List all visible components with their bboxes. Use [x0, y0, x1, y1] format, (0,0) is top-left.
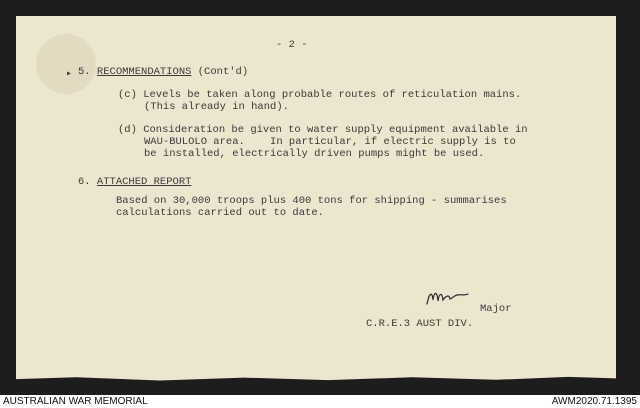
page-number: - 2 -	[276, 39, 308, 51]
section-6-title: ATTACHED REPORT	[96, 176, 192, 188]
section-6-line-1: Based on 30,000 troops plus 400 tons for shipping - summarises	[116, 195, 507, 207]
section-5-number: 5.	[78, 66, 91, 78]
item-c-line-1: (c) Levels be taken along probable routes of reticulation mains.	[118, 89, 522, 101]
item-d-line-2: WAU-BULOLO area. In particular, if electric supply is to	[144, 136, 516, 148]
archive-footer	[0, 395, 640, 408]
item-d-line-1: (d) Consideration be given to water supply equipment available in	[118, 124, 528, 136]
handwritten-signature	[424, 286, 474, 308]
rank-label: Major	[480, 303, 512, 315]
item-d-line-3: be installed, electrically driven pumps might be used.	[144, 148, 485, 160]
section-5-heading	[78, 66, 248, 78]
section-6-number: 6.	[78, 176, 91, 188]
archive-reference: AWM2020.71.1395	[551, 396, 637, 407]
section-5-suffix: (Cont'd)	[197, 66, 249, 78]
section-6-line-2: calculations carried out to date.	[116, 207, 324, 219]
paper-stain	[36, 34, 96, 94]
margin-arrow-icon: ▸	[66, 69, 73, 80]
section-6-heading	[78, 176, 191, 188]
section-5-title: RECOMMENDATIONS	[96, 66, 192, 78]
archive-name: AUSTRALIAN WAR MEMORIAL	[3, 396, 148, 407]
signature-block: C.R.E.3 AUST DIV.	[366, 318, 474, 330]
item-c-line-2: (This already in hand).	[144, 101, 289, 113]
